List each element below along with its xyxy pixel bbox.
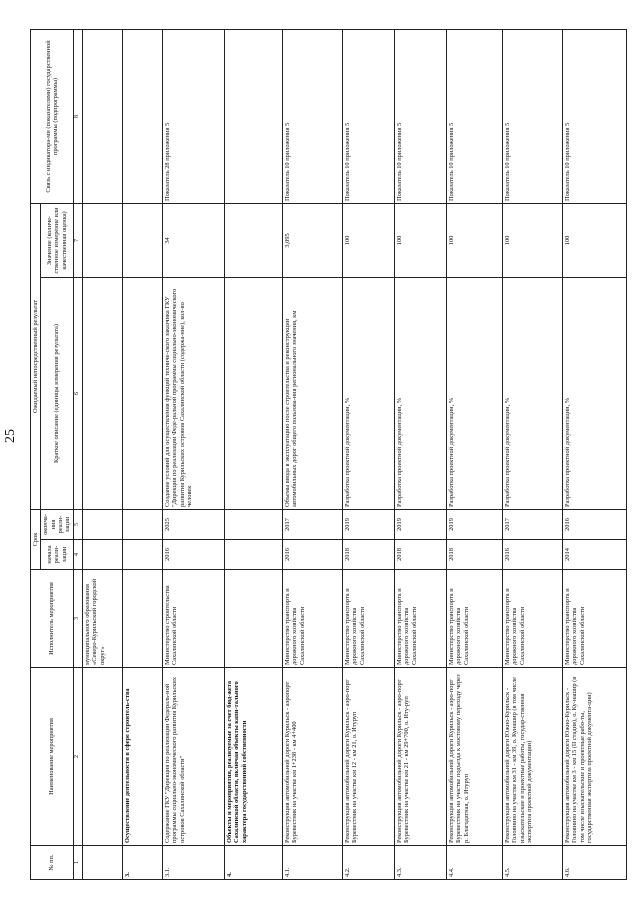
end-year xyxy=(122,509,162,539)
result-value xyxy=(122,203,162,277)
measure-name: Реконструкция автомобильной дороги Южно-Курильск - Головнино на участке км 31 - км 39, о. Кунашир (в том числе изыскательские и проектные работы, государ-ственная экспертиза проектной документации) xyxy=(502,668,562,846)
measure-name: Осуществление деятельности в сфере строитель-ства xyxy=(122,668,162,846)
start-year: 2018 xyxy=(446,540,502,570)
end-year xyxy=(224,509,282,539)
executor xyxy=(122,570,162,668)
indicator-link: Показатель 10 приложения 5 xyxy=(502,29,562,203)
result-description xyxy=(224,277,282,509)
start-year: 2018 xyxy=(342,540,394,570)
end-year: 2019 xyxy=(394,509,446,539)
program-table xyxy=(30,29,627,880)
col-number: 4 xyxy=(73,540,82,570)
rotated-table-page xyxy=(30,30,615,880)
table-row xyxy=(82,29,122,879)
end-year: 2016 xyxy=(562,509,626,539)
start-year: 2016 xyxy=(162,540,224,570)
row-number: 4.2. xyxy=(342,846,394,880)
measure-name: Объекты и мероприятия, реализуемые за счет бюд-жета Сахалинской области, включая объекты капи-тального характера государственной собственности xyxy=(224,668,282,846)
row-number: 4. xyxy=(224,846,282,880)
start-year xyxy=(224,540,282,570)
end-year: 2019 xyxy=(446,509,502,539)
executor xyxy=(224,570,282,668)
start-year: 2018 xyxy=(394,540,446,570)
result-value: 100 xyxy=(394,203,446,277)
table-row xyxy=(394,29,446,879)
header-executor: Исполнитель мероприятия xyxy=(31,570,74,668)
col-number: 8 xyxy=(73,29,82,203)
col-number: 7 xyxy=(73,203,82,277)
executor: Министерство транспорта и дорожного хозяйства Сахалинской области xyxy=(502,570,562,668)
executor: Министерство транспорта и дорожного хозяйства Сахалинской области xyxy=(282,570,342,668)
result-description: Создание условий для осуществления функций техниче-ского заказчика ГКУ "Дирекция по реализации Феде-ральной программы социально-экономического развития Курильских островов Сахалинской области (содержа-ние), кол-во человек xyxy=(162,277,224,509)
result-description xyxy=(122,277,162,509)
measure-name: Реконструкция автомобильной дороги Курильск - аэро-порт Буревестник на участке подъезда к мостовому переходу через р. Благодатная, о. Итуруп xyxy=(446,668,502,846)
start-year xyxy=(82,540,122,570)
row-number: 3. xyxy=(122,846,162,880)
indicator-link: Показатель 10 приложения 5 xyxy=(446,29,502,203)
header-start: начала реали-зации xyxy=(41,540,73,570)
executor: Министерство строительства Сахалинской области xyxy=(162,570,224,668)
executor: Министерство транспорта и дорожного хозяйства Сахалинской области xyxy=(446,570,502,668)
indicator-link xyxy=(224,29,282,203)
header-end: оконча-ния реали-зации xyxy=(41,509,73,539)
header-num: № пп. xyxy=(31,846,74,880)
result-description: Разработка проектной документации, % xyxy=(502,277,562,509)
measure-name: Реконструкция автомобильной дороги Южно-Курильск - Головнино на участке км 3 - км 15 (II стадия), о. Ку-нашир (в том числе изыскательские и проектные рабо-ты, государственная экспертиза проектной документа-ции) xyxy=(562,668,626,846)
result-description: Разработка проектной документации, % xyxy=(394,277,446,509)
row-number xyxy=(82,846,122,880)
start-year xyxy=(122,540,162,570)
indicator-link xyxy=(82,29,122,203)
end-year: 2019 xyxy=(342,509,394,539)
row-number: 3.1. xyxy=(162,846,224,880)
result-description: Разработка проектной документации, % xyxy=(562,277,626,509)
start-year: 2016 xyxy=(282,540,342,570)
result-value: 34 xyxy=(162,203,224,277)
measure-name: Реконструкция автомобильной дороги Курильск - аэро-порт Буревестник на участке км 12 - км 21, о. Итуруп xyxy=(342,668,394,846)
result-value: 100 xyxy=(342,203,394,277)
result-description: Объемы ввода в эксплуатацию после строительства и реконструкции автомобильных дорог общего пользова-ния регионального значения, км xyxy=(282,277,342,509)
result-value: 100 xyxy=(446,203,502,277)
col-number: 6 xyxy=(73,277,82,509)
page-number: 25 xyxy=(3,429,18,443)
start-year: 2014 xyxy=(562,540,626,570)
table-row xyxy=(562,29,626,879)
end-year: 2017 xyxy=(502,509,562,539)
header-result: Ожидаемый непосредственный результат xyxy=(31,203,41,509)
result-value: 3,095 xyxy=(282,203,342,277)
table-row xyxy=(282,29,342,879)
table-row xyxy=(342,29,394,879)
row-number: 4.3. xyxy=(394,846,446,880)
header-link: Связь с индикатора-ми (показателями) государственной программы (подпрограммы) xyxy=(31,29,74,203)
end-year: 2025 xyxy=(162,509,224,539)
header-desc: Краткое описание (единицы измерения результата) xyxy=(41,277,73,509)
row-number: 4.4. xyxy=(446,846,502,880)
column-number-row xyxy=(73,29,82,879)
measure-name: Содержание ГКУ "Дирекция по реализации Федераль-ной программы социально-экономического развития Курильских островов Сахалинской области" xyxy=(162,668,224,846)
col-number: 3 xyxy=(73,570,82,668)
row-number: 4.1. xyxy=(282,846,342,880)
row-number: 4.5. xyxy=(502,846,562,880)
result-description: Разработка проектной документации, % xyxy=(342,277,394,509)
result-description xyxy=(82,277,122,509)
executor: Министерство транспорта и дорожного хозяйства Сахалинской области xyxy=(342,570,394,668)
col-number: 2 xyxy=(73,668,82,846)
result-value xyxy=(82,203,122,277)
table-row xyxy=(502,29,562,879)
indicator-link: Показатель 10 приложения 5 xyxy=(394,29,446,203)
indicator-link xyxy=(122,29,162,203)
row-number: 4.6. xyxy=(562,846,626,880)
result-value xyxy=(224,203,282,277)
header-name: Наименование мероприятия xyxy=(31,668,74,846)
executor: Министерство транспорта и дорожного хозяйства Сахалинской области xyxy=(394,570,446,668)
indicator-link: Показатель 10 приложения 5 xyxy=(282,29,342,203)
result-description: Разработка проектной документации, % xyxy=(446,277,502,509)
col-number: 5 xyxy=(73,509,82,539)
table-row xyxy=(162,29,224,879)
indicator-link: Показатель 10 приложения 5 xyxy=(562,29,626,203)
end-year xyxy=(82,509,122,539)
measure-name: Реконструкция автомобильной дороги Курильск - аэропорт Буревестник на участке км 1+238 - км 4+400 xyxy=(282,668,342,846)
col-number: 1 xyxy=(73,846,82,880)
indicator-link: Показатель 28 приложения 5 xyxy=(162,29,224,203)
start-year: 2016 xyxy=(502,540,562,570)
end-year: 2017 xyxy=(282,509,342,539)
executor: Министерство транспорта и дорожного хозяйства Сахалинской области xyxy=(562,570,626,668)
table-row xyxy=(224,29,282,879)
measure-name xyxy=(82,668,122,846)
header-value: Значение (количе-ственное измерение или качественная оценка) xyxy=(41,203,73,277)
measure-name: Реконструкция автомобильной дороги Курильск - аэро-порт Буревестник на участке км 21 - км 29+700, о. Иту-руп xyxy=(394,668,446,846)
result-value: 100 xyxy=(502,203,562,277)
header-srok: Срок xyxy=(31,509,41,569)
result-value: 100 xyxy=(562,203,626,277)
indicator-link: Показатель 10 приложения 5 xyxy=(342,29,394,203)
table-row xyxy=(122,29,162,879)
executor: муниципального образования «Северо-Курильский городской округ» xyxy=(82,570,122,668)
table-row xyxy=(446,29,502,879)
